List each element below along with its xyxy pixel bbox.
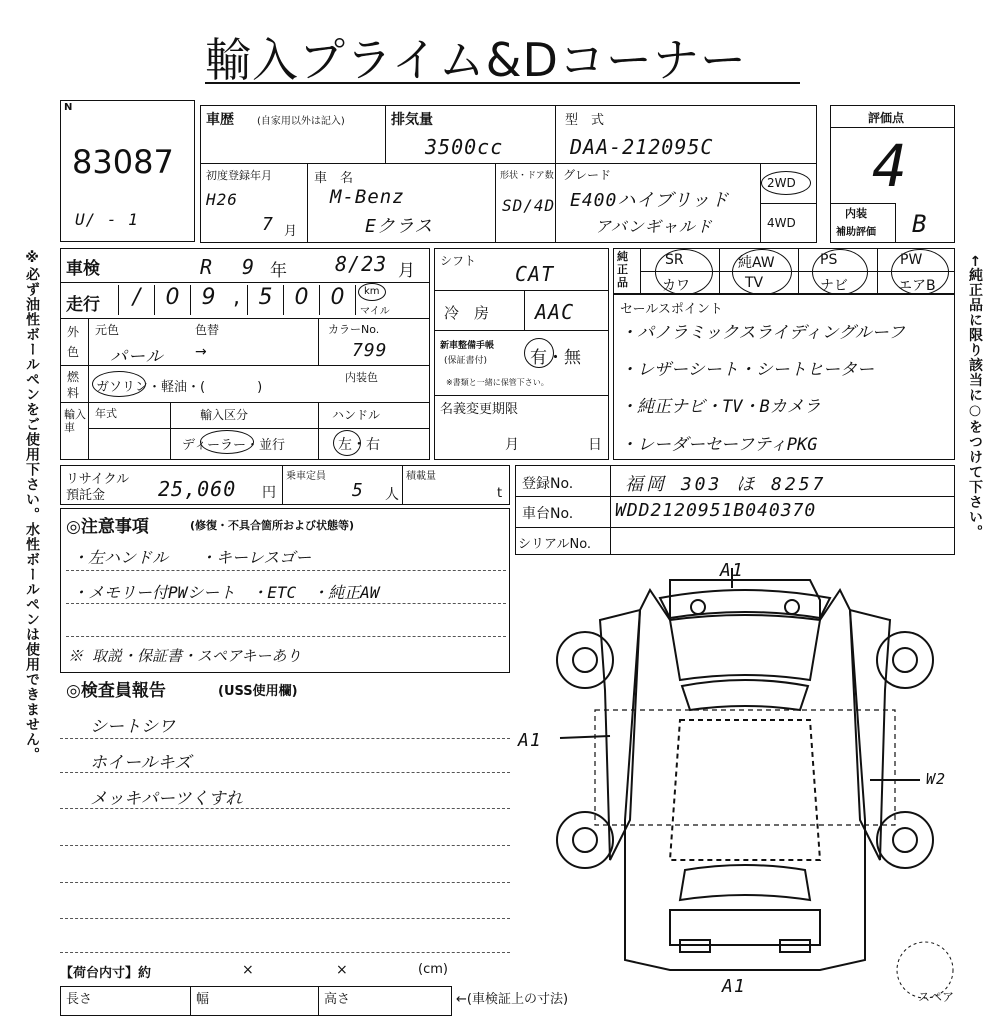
mark-line-left	[560, 736, 610, 738]
import-type-label: 輸入区分	[200, 408, 249, 422]
inspection-month-unit: 月	[398, 261, 415, 281]
size-length: 長さ	[66, 992, 93, 1007]
handle-left-circle	[333, 430, 361, 456]
shift-label: シフト	[440, 254, 477, 268]
size-width: 幅	[196, 992, 210, 1007]
car-model: Eクラス	[365, 216, 434, 237]
first-reg-year: H26	[206, 190, 238, 209]
history-label: 車歴	[206, 112, 234, 128]
genuine-aw[interactable]: 純AW	[738, 255, 775, 271]
page-title: 輸入プライム&Dコーナー	[205, 33, 747, 87]
lot-label: N	[64, 102, 73, 113]
import-label: 輸入車	[64, 408, 86, 434]
color-change-label: 色替	[195, 323, 220, 337]
note-line: ・左ハンドル ・キーレスゴー	[72, 548, 312, 567]
recycle-value: 25,060	[158, 477, 237, 501]
capacity-unit: 人	[385, 487, 399, 503]
shift-value: CAT	[515, 262, 555, 286]
genuine-tv[interactable]: TV	[745, 275, 764, 291]
cargo-label: 【荷台内寸】約	[60, 966, 152, 981]
mileage-unit-mile[interactable]: マイル	[360, 306, 390, 317]
title-underline	[205, 82, 800, 84]
manual-label-1: 新車整備手帳	[440, 341, 495, 351]
grade-line2: アバンギャルド	[595, 217, 713, 236]
color-orig-value: パール	[110, 347, 164, 367]
rename-label: 名義変更期限	[440, 402, 519, 417]
import-dealer-circle	[200, 430, 254, 454]
front-bumper	[660, 590, 830, 618]
fuel-label-1: 燃	[67, 370, 80, 384]
interior-label-1: 内装	[845, 207, 867, 220]
lot-number: 83087	[72, 143, 174, 181]
genuine-circle	[812, 249, 868, 295]
rename-day: 日	[588, 437, 602, 453]
inspection-date: 8/23	[335, 252, 388, 276]
mileage-digit: 5	[247, 285, 283, 315]
body-value: SD/4D	[502, 196, 556, 215]
model-code-value: DAA-212095C	[570, 135, 714, 159]
mileage-digits	[118, 285, 356, 315]
model-code-label: 型 式	[565, 113, 605, 128]
score-value: 4	[872, 132, 907, 200]
grade-line1: E400ハイブリッド	[570, 190, 730, 211]
cabin-outline	[670, 720, 820, 860]
recycle-label-1: リサイクル	[66, 472, 130, 487]
load-label: 積載量	[406, 471, 436, 482]
genuine-circle	[655, 249, 713, 295]
serial-label: シリアルNo.	[518, 537, 592, 552]
mileage-digit: 0	[283, 285, 319, 315]
genuine-ps[interactable]: PS	[820, 252, 838, 268]
inspector-label: ◎検査員報告	[66, 681, 166, 701]
size-box	[60, 986, 452, 1016]
genuine-sr[interactable]: SR	[665, 252, 684, 268]
registration-value: 福岡 303 ほ 8257	[625, 474, 827, 495]
genuine-circle	[732, 249, 792, 295]
first-reg-month: 7	[262, 214, 274, 235]
cargo-unit: (cm)	[418, 962, 448, 977]
color-code-label: カラーNo.	[328, 323, 380, 336]
inspector-line: ホイールキズ	[90, 753, 192, 773]
sales-point: ・純正ナビ・TV・Bカメラ	[620, 397, 821, 417]
score-label: 評価点	[868, 111, 905, 125]
recycle-unit: 円	[262, 485, 276, 501]
hood	[670, 615, 820, 680]
handle-label: ハンドル	[332, 408, 381, 422]
car-maker: M-Benz	[330, 186, 405, 208]
front-light	[785, 600, 799, 614]
mileage-digit: 9	[190, 285, 226, 315]
manual-label-2: (保証書付)	[444, 356, 488, 366]
front-light	[691, 600, 705, 614]
color-code-value: 799	[352, 340, 388, 361]
manual-value[interactable]: 有・無	[530, 348, 581, 368]
chassis-label: 車台No.	[522, 506, 574, 522]
mark-front: A1	[720, 560, 744, 581]
side-note-right: ←純正品に限り該当に○をつけて下さい。	[967, 255, 983, 540]
cargo-x2: ×	[336, 962, 348, 978]
car-body-outline	[625, 580, 865, 970]
grade-label: グレード	[563, 168, 612, 182]
size-note: ←(車検証上の寸法)	[456, 992, 569, 1007]
fuel-circle	[92, 371, 146, 397]
mark-right: W2	[926, 770, 947, 788]
spare-label: スペア	[918, 990, 955, 1004]
first-reg-label: 初度登録年月	[206, 169, 272, 182]
genuine-pw[interactable]: PW	[900, 252, 923, 268]
mileage-km-circle	[358, 283, 386, 301]
genuine-leather[interactable]: カワ	[662, 278, 690, 294]
sales-point: ・レーダーセーフティPKG	[620, 435, 818, 455]
note-line: ・メモリー付PWシート ・ETC ・純正AW	[72, 583, 380, 602]
genuine-airbag[interactable]: エアB	[898, 278, 936, 294]
cargo-x1: ×	[242, 962, 254, 978]
recycle-label-2: 預託金	[66, 488, 106, 503]
inspection-era: R	[200, 255, 214, 279]
fuel-label-2: 料	[67, 386, 80, 400]
mileage-digit: /	[118, 285, 154, 315]
displacement-value: 3500cc	[425, 135, 504, 159]
genuine-label: 純正品	[617, 250, 628, 289]
note-line: ※ 取説・保証書・スペアキーあり	[68, 647, 302, 665]
history-note: (自家用以外は記入)	[257, 116, 345, 127]
inspection-year: 9	[242, 255, 256, 279]
mileage-digit: 0	[154, 285, 190, 315]
manual-note: ※書類と一緒に保管下さい。	[446, 378, 549, 387]
windshield	[682, 680, 808, 710]
mark-rear: A1	[722, 976, 746, 997]
import-year-label: 年式	[95, 407, 117, 420]
rename-month: 月	[505, 437, 519, 453]
mileage-digit: 0	[319, 285, 356, 315]
body-label: 形状・ドア数	[500, 171, 554, 181]
ac-value: AAC	[535, 300, 575, 324]
inspector-sub: (USS使用欄)	[218, 684, 298, 699]
interior-value: B	[912, 210, 928, 238]
genuine-navi[interactable]: ナビ	[820, 278, 848, 294]
floor-outline	[595, 710, 895, 825]
wheel-rear-right	[877, 812, 933, 868]
color-arrow: →	[195, 344, 207, 360]
sales-point: ・レザーシート・シートヒーター	[620, 360, 874, 380]
sales-point: ・パノラミックスライディングルーフ	[620, 323, 905, 343]
drive-2wd-circle	[761, 171, 811, 195]
car-diagram	[520, 560, 980, 1000]
car-name-label: 車 名	[314, 171, 354, 186]
mileage-digit: ,	[233, 285, 240, 310]
manual-yes-circle	[524, 338, 554, 368]
spare-tire-circle	[897, 942, 953, 998]
first-reg-month-unit: 月	[284, 224, 298, 239]
inspector-line: メッキパーツくすれ	[90, 789, 243, 809]
inspector-line: シートシワ	[90, 717, 175, 737]
capacity-value: 5	[352, 480, 364, 501]
handle-value[interactable]: 左・右	[338, 437, 380, 453]
registration-label: 登録No.	[522, 476, 574, 492]
inspection-label: 車検	[66, 259, 100, 279]
load-unit: t	[497, 486, 503, 501]
notes-label: ◎注意事項	[66, 517, 149, 537]
genuine-circle	[891, 249, 949, 295]
lot-mark: U/ - 1	[75, 210, 139, 229]
side-note-left: ※必ず油性ボールペンをご使用下さい。水性ボールペンは使用できません。	[24, 250, 40, 762]
mileage-label: 走行	[66, 295, 100, 315]
displacement-label: 排気量	[391, 112, 433, 128]
color-orig-label: 元色	[95, 323, 120, 337]
drive-2wd[interactable]: 2WD	[767, 176, 796, 190]
size-height: 高さ	[324, 992, 351, 1007]
chassis-value: WDD2120951B040370	[615, 500, 817, 521]
fuel-options[interactable]: ガソリン・軽油・( )	[96, 380, 263, 395]
wheel-rear-left	[557, 812, 613, 868]
mileage-unit-km[interactable]: km	[364, 286, 380, 297]
capacity-label: 乗車定員	[286, 471, 326, 482]
inspection-year-unit: 年	[270, 261, 287, 281]
color-label-2: 色	[67, 345, 80, 359]
interior-color-label: 内装色	[345, 371, 378, 384]
rear-glass	[680, 865, 810, 900]
sales-label: セールスポイント	[620, 302, 723, 317]
ac-label: 冷 房	[444, 304, 490, 322]
color-label-1: 外	[67, 325, 80, 339]
drive-4wd[interactable]: 4WD	[767, 216, 796, 230]
mark-left: A1	[518, 730, 542, 751]
import-type-value[interactable]: ディーラー・並行	[182, 438, 285, 453]
notes-sub: (修復・不具合箇所および状態等)	[190, 519, 355, 532]
interior-label-2: 補助評価	[836, 227, 876, 238]
